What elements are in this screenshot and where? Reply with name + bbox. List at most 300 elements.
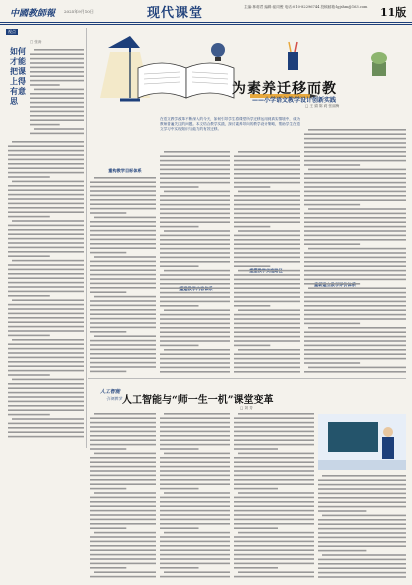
text-line: [90, 230, 156, 232]
text-line: [318, 501, 406, 503]
text-line: [318, 519, 406, 521]
text-line: [160, 501, 230, 503]
text-line: [318, 532, 406, 534]
text-line: [234, 213, 300, 215]
feature-col-3: [234, 150, 300, 374]
text-line: [8, 229, 84, 231]
text-line: [160, 567, 199, 569]
text-line: [234, 536, 314, 538]
open-book-icon: [138, 63, 234, 98]
feature-col-1: [90, 176, 156, 374]
text-line: [8, 414, 50, 416]
bottom-article-author: □ 刘 芳: [240, 406, 253, 410]
text-line: [30, 124, 60, 126]
column-title: 现代课堂: [147, 6, 204, 21]
text-line: [160, 549, 230, 551]
text-line: [90, 212, 126, 214]
text-line: [30, 67, 84, 69]
bottom-col-3: [234, 412, 314, 582]
text-line: [94, 453, 156, 455]
sidebar-author: □ 张涛: [30, 40, 42, 44]
text-line: [90, 479, 156, 481]
text-line: [234, 422, 314, 424]
text-line: [160, 243, 230, 245]
text-line: [12, 379, 84, 381]
text-line: [90, 488, 126, 490]
text-line: [30, 102, 84, 104]
text-line: [160, 470, 230, 472]
text-line: [90, 510, 156, 512]
text-lines: [90, 412, 156, 582]
text-line: [234, 431, 314, 433]
text-line: [308, 248, 406, 250]
text-line: [90, 527, 126, 529]
feature-intro: 在语文教学改革不断深入的今天，如何引导学生将课堂所学迁移运用到真实情境中，成为教师普遍关注的问题。本文结合教学实践，探讨素养导向的教学设计策略，帮助学生在语文学习中实现知识与能力的有效迁移。: [160, 117, 301, 132]
text-line: [160, 221, 230, 223]
text-line: [160, 510, 230, 512]
text-line: [160, 336, 230, 338]
text-line: [304, 265, 406, 267]
text-line: [322, 554, 406, 556]
text-line: [90, 466, 156, 468]
text-line: [8, 251, 84, 253]
text-line: [304, 173, 406, 175]
text-line: [8, 335, 50, 337]
text-line: [318, 506, 406, 508]
text-line: [160, 362, 230, 364]
text-line: [30, 119, 84, 121]
text-line: [304, 147, 406, 149]
text-line: [234, 243, 300, 245]
text-line: [234, 466, 314, 468]
text-line: [160, 235, 230, 237]
text-line: [234, 567, 278, 569]
text-line: [160, 265, 199, 267]
text-line: [304, 358, 406, 360]
text-line: [94, 177, 156, 179]
text-line: [234, 362, 300, 364]
text-line: [8, 207, 84, 209]
text-line: [160, 274, 230, 276]
text-line: [234, 239, 300, 241]
text-line: [90, 190, 156, 192]
text-line: [304, 371, 406, 373]
text-line: [164, 270, 230, 272]
text-line: [8, 185, 84, 187]
text-line: [304, 353, 406, 355]
text-line: [8, 304, 84, 306]
text-line: [160, 497, 230, 499]
text-line: [8, 211, 84, 213]
text-line: [160, 177, 230, 179]
text-line: [234, 371, 300, 373]
text-line: [304, 230, 406, 232]
text-line: [322, 515, 406, 517]
text-line: [90, 287, 156, 289]
text-line: [8, 431, 84, 433]
text-line: [234, 545, 314, 547]
text-line: [304, 305, 406, 307]
text-line: [234, 252, 300, 254]
text-line: [318, 563, 406, 565]
text-line: [304, 296, 406, 298]
text-line: [234, 164, 300, 166]
text-line: [90, 357, 156, 359]
text-line: [160, 195, 230, 197]
text-line: [160, 340, 230, 342]
text-lines: [234, 150, 300, 374]
text-line: [308, 327, 406, 329]
text-line: [234, 554, 314, 556]
text-line: [318, 541, 406, 543]
text-line: [318, 545, 406, 547]
text-line: [304, 331, 406, 333]
text-line: [90, 234, 156, 236]
text-line: [8, 167, 84, 169]
text-line: [94, 492, 156, 494]
text-line: [304, 186, 406, 188]
section-heading: 重构教学目标体系: [108, 168, 142, 173]
text-line: [304, 336, 406, 338]
text-line: [8, 352, 84, 354]
text-line: [8, 150, 84, 152]
text-line: [234, 444, 314, 446]
teacher-body-icon: [382, 437, 394, 459]
text-lines: [304, 128, 406, 374]
text-line: [8, 238, 84, 240]
text-line: [238, 191, 300, 193]
text-line: [160, 155, 230, 157]
text-line: [90, 475, 156, 477]
text-line: [234, 345, 270, 347]
text-line: [234, 204, 300, 206]
text-line: [234, 265, 270, 267]
text-line: [90, 497, 156, 499]
text-line: [8, 242, 84, 244]
text-line: [160, 169, 230, 171]
text-line: [304, 142, 406, 144]
text-line: [304, 133, 406, 135]
text-line: [8, 295, 50, 297]
text-line: [90, 362, 156, 364]
text-line: [160, 483, 230, 485]
text-line: [318, 479, 406, 481]
text-line: [8, 273, 84, 275]
text-line: [234, 160, 300, 162]
text-line: [94, 335, 156, 337]
text-line: [164, 453, 230, 455]
text-line: [90, 300, 156, 302]
text-line: [160, 292, 230, 294]
text-line: [308, 208, 406, 210]
text-line: [90, 269, 156, 271]
text-line: [234, 426, 314, 428]
text-line: [90, 344, 156, 346]
text-line: [90, 439, 156, 441]
text-line: [234, 479, 314, 481]
text-line: [234, 173, 300, 175]
text-line: [304, 257, 406, 259]
text-line: [238, 151, 300, 153]
text-line: [160, 457, 230, 459]
text-line: [8, 194, 84, 196]
text-line: [8, 392, 84, 394]
text-lines: [30, 48, 84, 138]
text-line: [160, 514, 230, 516]
text-line: [304, 323, 360, 325]
text-line: [234, 257, 300, 259]
text-line: [160, 554, 230, 556]
text-line: [160, 314, 230, 316]
ai-badge: 人工智能: [100, 389, 121, 395]
text-line: [8, 401, 84, 403]
text-line: [90, 331, 126, 333]
text-line: [160, 545, 230, 547]
text-line: [94, 571, 156, 573]
text-line: [234, 314, 300, 316]
text-line: [238, 492, 314, 494]
text-line: [160, 217, 230, 219]
text-line: [234, 488, 278, 490]
text-line: [234, 208, 300, 210]
text-line: [160, 422, 230, 424]
bottom-article-title: 人工智能与“师一生一机”课堂变革: [122, 395, 274, 406]
text-line: [160, 527, 199, 529]
text-line: [90, 353, 156, 355]
sidebar-tag: 视点: [8, 29, 16, 34]
text-line: [8, 357, 84, 359]
text-lines: [234, 412, 314, 582]
text-line: [234, 340, 300, 342]
text-line: [234, 177, 300, 179]
text-line: [90, 545, 156, 547]
text-line: [164, 492, 230, 494]
text-line: [160, 558, 230, 560]
text-line: [90, 199, 156, 201]
text-line: [234, 558, 314, 560]
text-line: [160, 279, 230, 281]
text-line: [94, 256, 156, 258]
text-line: [234, 199, 300, 201]
text-line: [234, 519, 314, 521]
text-line: [8, 163, 84, 165]
text-line: [30, 115, 84, 117]
text-line: [30, 71, 84, 73]
text-line: [304, 270, 406, 272]
feature-col-4: [304, 128, 406, 374]
text-line: [30, 53, 84, 55]
text-line: [160, 296, 230, 298]
text-line: [160, 305, 199, 307]
text-line: [90, 431, 156, 433]
feature-title: 为素养迁移而教: [232, 81, 337, 97]
text-line: [304, 195, 406, 197]
text-line: [90, 563, 156, 565]
text-line: [8, 383, 84, 385]
text-line: [164, 349, 230, 351]
text-line: [90, 523, 156, 525]
text-line: [160, 173, 230, 175]
text-line: [30, 97, 84, 99]
text-line: [8, 396, 84, 398]
text-line: [160, 448, 199, 450]
text-line: [8, 291, 84, 293]
text-line: [234, 448, 278, 450]
text-line: [234, 248, 300, 250]
text-line: [304, 252, 406, 254]
text-line: [8, 203, 84, 205]
text-line: [90, 239, 156, 241]
text-line: [34, 89, 84, 91]
text-line: [90, 181, 156, 183]
text-line: [234, 186, 270, 188]
text-line: [90, 519, 156, 521]
text-line: [234, 439, 314, 441]
text-line: [90, 558, 156, 560]
text-line: [304, 160, 406, 162]
text-line: [8, 436, 84, 438]
text-line: [12, 299, 84, 301]
text-line: [160, 536, 230, 538]
text-line: [8, 427, 84, 429]
text-line: [30, 58, 84, 60]
text-line: [90, 371, 126, 373]
text-line: [160, 444, 230, 446]
text-line: [234, 195, 300, 197]
text-line: [304, 274, 406, 276]
text-line: [8, 343, 84, 345]
text-line: [234, 301, 300, 303]
text-line: [8, 387, 84, 389]
text-line: [160, 208, 230, 210]
header-rule: [0, 22, 412, 23]
text-line: [304, 138, 406, 140]
newspaper-logo: 中國教師報: [10, 9, 56, 19]
text-line: [318, 510, 366, 512]
text-line: [160, 261, 230, 263]
chalkboard-icon: [328, 422, 378, 452]
text-line: [30, 75, 84, 77]
text-line: [318, 528, 406, 530]
text-line: [160, 257, 230, 259]
text-lines: [8, 140, 84, 440]
text-line: [160, 186, 199, 188]
text-line: [90, 470, 156, 472]
text-line: [304, 345, 406, 347]
text-line: [30, 80, 84, 82]
text-line: [160, 466, 230, 468]
text-line: [164, 532, 230, 534]
text-line: [90, 305, 156, 307]
text-line: [90, 426, 156, 428]
text-line: [90, 221, 156, 223]
text-line: [8, 233, 84, 235]
text-line: [304, 301, 406, 303]
text-line: [234, 221, 300, 223]
text-line: [160, 345, 199, 347]
text-line: [304, 217, 406, 219]
bottom-col-1: [90, 412, 156, 582]
text-line: [304, 239, 406, 241]
text-line: [234, 305, 270, 307]
text-line: [160, 204, 230, 206]
sidebar-text-b: [8, 140, 84, 440]
text-line: [234, 510, 314, 512]
text-line: [12, 141, 84, 143]
text-line: [160, 252, 230, 254]
text-line: [90, 243, 156, 245]
text-line: [94, 413, 156, 415]
text-line: [12, 220, 84, 222]
text-line: [238, 270, 300, 272]
text-line: [304, 279, 406, 281]
text-line: [160, 576, 230, 578]
text-line: [234, 470, 314, 472]
bottom-col-2: [160, 412, 230, 582]
text-line: [90, 327, 156, 329]
text-line: [234, 296, 300, 298]
text-line: [304, 151, 406, 153]
text-line: [164, 230, 230, 232]
text-line: [234, 336, 300, 338]
text-line: [304, 155, 406, 157]
text-line: [160, 541, 230, 543]
text-line: [234, 576, 314, 578]
text-line: [304, 292, 406, 294]
text-line: [90, 195, 156, 197]
text-line: [234, 563, 314, 565]
text-line: [304, 235, 406, 237]
text-line: [304, 261, 406, 263]
text-line: [238, 453, 314, 455]
feature-subtitle: ——小学语文教学设计创新实践: [252, 97, 337, 104]
text-line: [160, 160, 230, 162]
text-line: [318, 484, 406, 486]
text-line: [160, 283, 230, 285]
text-line: [318, 497, 406, 499]
text-line: [12, 339, 84, 341]
text-line: [234, 287, 300, 289]
text-line: [8, 264, 84, 266]
text-line: [160, 371, 230, 373]
text-line: [234, 261, 300, 263]
text-line: [30, 62, 84, 64]
text-line: [234, 549, 314, 551]
text-lines: [318, 474, 406, 582]
text-line: [8, 189, 84, 191]
text-line: [164, 151, 230, 153]
text-line: [304, 243, 360, 245]
text-line: [160, 367, 230, 369]
sidebar-text-a: [30, 48, 84, 138]
text-line: [238, 532, 314, 534]
text-line: [8, 348, 84, 350]
text-line: [90, 309, 156, 311]
text-line: [304, 182, 406, 184]
text-line: [160, 563, 230, 565]
text-lines: [90, 176, 156, 374]
text-line: [90, 349, 156, 351]
text-line: [308, 129, 406, 131]
text-line: [318, 550, 366, 552]
text-line: [90, 261, 156, 263]
section-divider: [88, 378, 406, 379]
text-line: [234, 155, 300, 157]
text-line: [90, 291, 126, 293]
text-line: [234, 461, 314, 463]
text-line: [90, 501, 156, 503]
text-line: [304, 221, 406, 223]
